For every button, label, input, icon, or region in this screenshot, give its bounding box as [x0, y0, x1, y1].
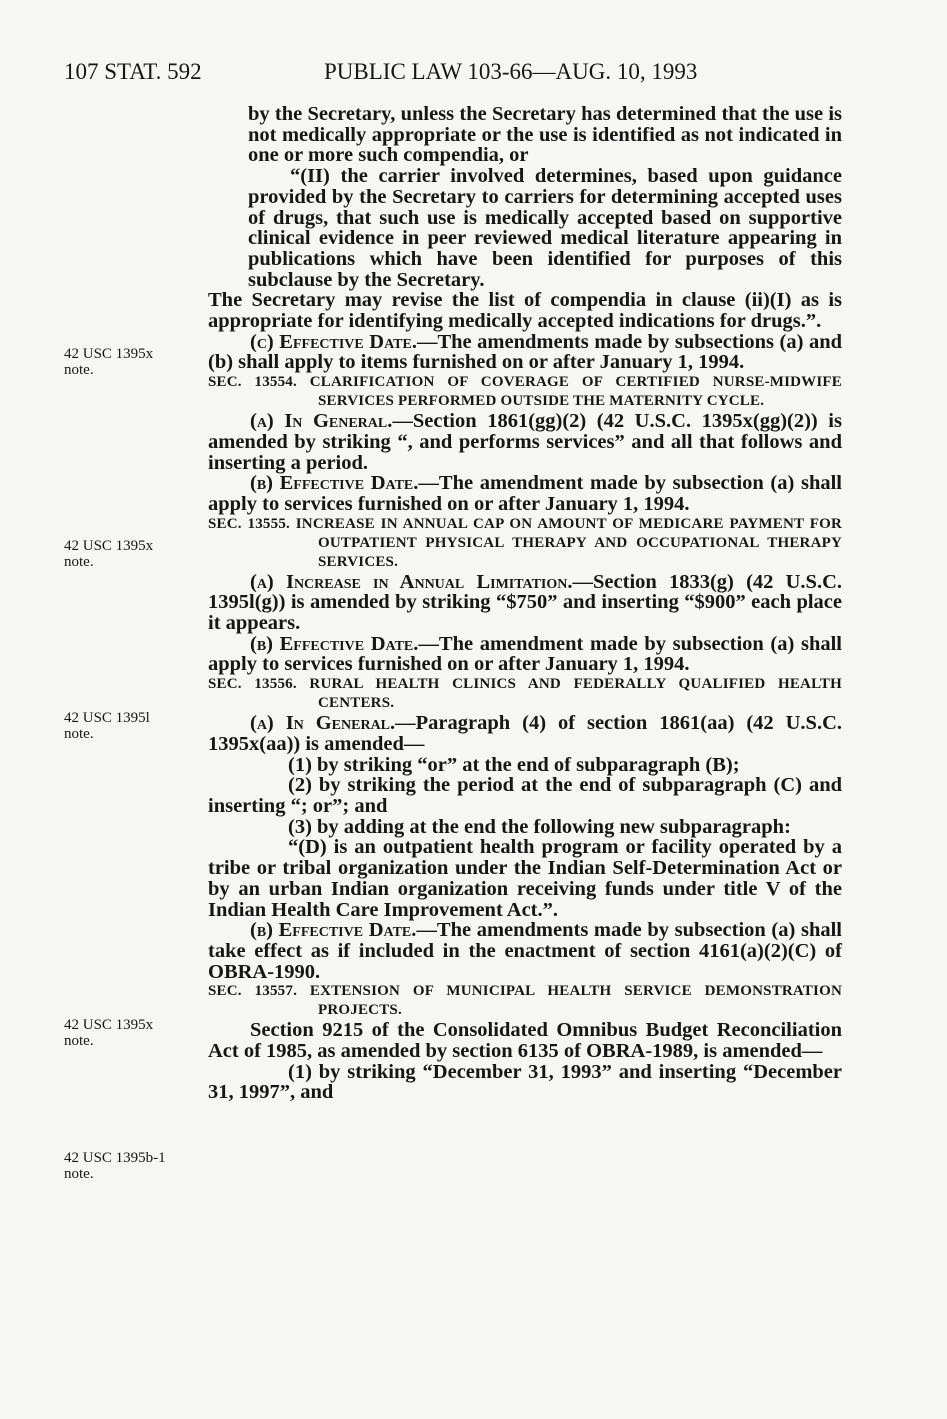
paragraph: “(II) the carrier involved determines, based upon guidance provided by the Secretary to carriers for determining accepted uses of drugs, that such use is medically accepted based on supportive clinical evidence in peer reviewed medical literature appearing in publications which have been identified for purposes of this subclause by the Secretary.: [248, 165, 842, 291]
paragraph: by the Secretary, unless the Secretary has determined that the use is not medically appropriate or the use is identified as not indicated in one or more such compendia, or: [248, 103, 842, 167]
paragraph: [208, 634, 842, 675]
subsection-heading: (a) In General.: [250, 410, 393, 433]
body-text: [208, 104, 842, 1103]
margin-note-code: 42 USC 1395x: [64, 538, 154, 554]
margin-note-suffix: note.: [64, 554, 94, 570]
paragraph: [208, 572, 842, 634]
subsection-text: —The amendments made by subsection (a) shall take effect as if included in the enactment of section 4161(a)(2)(C) of OBRA-1990.: [208, 919, 842, 983]
margin-note-code: 42 USC 1395l: [64, 710, 150, 726]
subsection-text: —The amendment made by subsection (a) shall apply to services furnished on or after January 1, 1994.: [208, 632, 842, 676]
paragraph: (1) by striking “or” at the end of subparagraph (B);: [288, 753, 740, 776]
margin-note-code: 42 USC 1395b-1: [64, 1150, 166, 1166]
paragraph: (2) by striking the period at the end of subparagraph (C) and inserting “; or”; and: [208, 774, 842, 817]
section-heading: SEC. 13554. CLARIFICATION OF COVERAGE OF CERTIFIED NURSE-MIDWIFE SERVICES PERFORMED OUTSIDE THE MATERNITY CYCLE.: [208, 374, 842, 410]
subsection-heading: (b) Effective Date.: [250, 632, 419, 655]
subsection-text: —The amendments made by subsections (a) and (b) shall apply to items furnished on or after January 1, 1994.: [208, 330, 842, 374]
law-title: PUBLIC LAW 103-66—AUG. 10, 1993: [324, 59, 698, 84]
margin-note: [64, 710, 204, 742]
subsection-heading: (b) Effective Date.: [250, 472, 419, 495]
margin-note-suffix: note.: [64, 1166, 94, 1182]
margin-note: [64, 1017, 204, 1049]
statute-citation: 107 STAT. 592: [64, 59, 202, 84]
paragraph: (1) by striking “December 31, 1993” and inserting “December 31, 1997”, and: [208, 1060, 842, 1104]
margin-note-code: 42 USC 1395x: [64, 1017, 154, 1033]
paragraph: [208, 713, 842, 754]
margin-note-suffix: note.: [64, 1033, 94, 1049]
subsection-text: —Section 1861(gg)(2) (42 U.S.C. 1395x(gg)(2)) is amended by striking “, and performs services” and all that follows and inserting a period.: [208, 410, 842, 474]
paragraph: “(D) is an outpatient health program or facility operated by a tribe or tribal organization under the Indian Self-Determination Act or by an urban Indian organization receiving funds under title V of the Indian Health Care Improvement Act.”.: [208, 836, 842, 921]
paragraph: [208, 332, 842, 373]
paragraph: The Secretary may revise the list of compendia in clause (ii)(I) as is appropriate for identifying medically accepted indications for drugs.”.: [208, 289, 842, 333]
paragraph: [208, 920, 842, 982]
subsection-heading: (a) Increase in Annual Limitation.: [250, 570, 573, 593]
section-heading: SEC. 13556. RURAL HEALTH CLINICS AND FEDERALLY QUALIFIED HEALTH CENTERS.: [208, 676, 842, 712]
subsection-text: —Paragraph (4) of section 1861(aa) (42 U.S.C. 1395x(aa)) is amended—: [208, 712, 842, 755]
section-heading: SEC. 13555. INCREASE IN ANNUAL CAP ON AMOUNT OF MEDICARE PAYMENT FOR OUTPATIENT PHYSICAL THERAPY AND OCCUPATIONAL THERAPY SERVICES.: [208, 515, 842, 570]
section-heading: SEC. 13557. EXTENSION OF MUNICIPAL HEALTH SERVICE DEMONSTRATION PROJECTS.: [208, 983, 842, 1019]
paragraph: Section 9215 of the Consolidated Omnibus Budget Reconciliation Act of 1985, as amended by section 6135 of OBRA-1989, is amended—: [208, 1019, 842, 1063]
subsection-heading: (a) In General.: [250, 712, 396, 735]
margin-note: [64, 538, 204, 570]
margin-note-code: 42 USC 1395x: [64, 346, 154, 362]
margin-note-suffix: note.: [64, 362, 94, 378]
margin-note: [64, 1150, 204, 1182]
subsection-text: —Section 1833(g) (42 U.S.C. 1395l(g)) is amended by striking “$750” and inserting “$900” each place it appears.: [208, 570, 842, 635]
subsection-heading: (b) Effective Date.: [250, 919, 417, 942]
margin-note-suffix: note.: [64, 726, 94, 742]
paragraph: [208, 473, 842, 514]
margin-note: [64, 346, 204, 378]
paragraph: [208, 411, 842, 473]
subsection-heading: (c) Effective Date.: [250, 330, 417, 353]
subsection-text: —The amendment made by subsection (a) shall apply to services furnished on or after January 1, 1994.: [208, 472, 842, 515]
paragraph: (3) by adding at the end the following new subparagraph:: [288, 815, 791, 838]
